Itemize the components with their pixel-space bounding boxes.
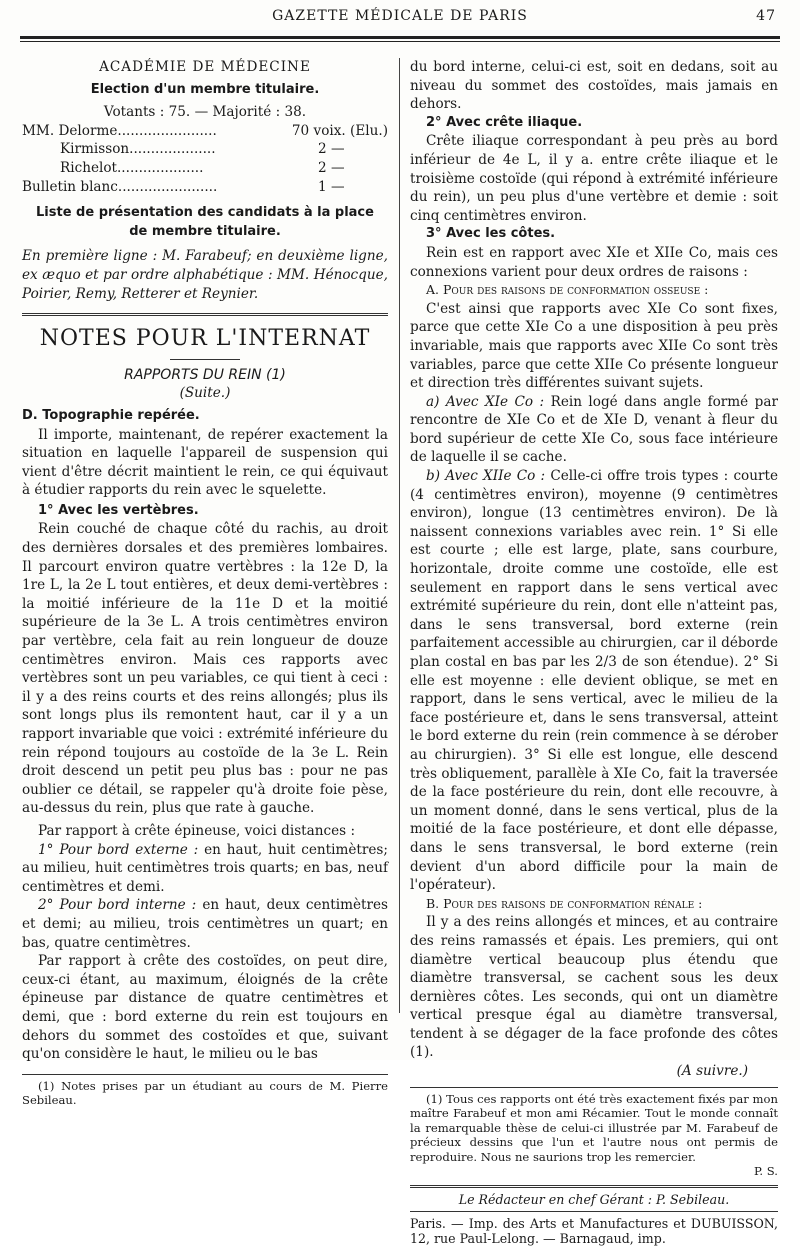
vote-count: 1 —: [318, 178, 345, 195]
imprint-rule-thin: [410, 1211, 778, 1212]
bord-interne-label: 2° Pour bord interne :: [38, 897, 197, 914]
election-heading: Election d'un membre titulaire.: [90, 81, 320, 97]
section-rule: [22, 313, 388, 316]
imprimeur-line: Paris. — Imp. des Arts et Manufactures et DUBUISSON, 12, rue Paul-Lelong. — Barnagaud, imp.: [410, 1215, 778, 1246]
right-column: [410, 58, 778, 1246]
cotes-paragraph: Rein est en rapport avec XIe et XIIe Co, mais ces connexions varient pour deux ordres de raisons :: [410, 244, 778, 280]
short-rule: [170, 359, 240, 360]
left-footnote: (1) Notes prises par un étudiant au cours de M. Pierre Sebileau.: [22, 1078, 388, 1108]
left-column: [22, 58, 388, 1108]
iliaque-heading: 2° Avec crête iliaque.: [426, 114, 583, 130]
liste-heading: Liste de présentation des candidats à la place de membre titulaire.: [36, 205, 374, 239]
continued-paragraph: du bord interne, celui-ci est, soit en dedans, soit au niveau du sommet des costoïdes, mais jamais en dehors.: [410, 59, 778, 113]
xiie-co-text: Celle-ci offre trois types : courte (4 centimètres environ), moyenne (9 centimètres environ), longue (13 centimètres environ). De là naissent connexions variables avec rein. 1° Si elle est courte ; elle est large, plate, sans courbure, horizontale, droite comme une costoïde, elle est seulement en rapport dans le sens vertical avec extrémité supérieure du rein, dont elle n'atteint pas, dans le sens transversal, bord externe (rein parfaitement accessible au chirurgien, car il déborde plan costal en bas par les 2/3 de son étendue). 2° Si elle est moyenne : elle devient oblique, se met en rapport, dans le sens vertical, avec le milieu de la face postérieure et, dans le sens transversal, atteint le bord externe du rein (rein commence à se dérober au chirurgien). 3° Si elle est longue, elle descend très obliquement, parallèle à XIe Co, fait la traversée de la face postérieure du rein, dont elle recouvre, à un moment donné, dans le sens vertical, plus de la moitié de la face postérieure, et dont elle dépasse, dans le sens transversal, le bord externe (rein devient d'un abord difficile pour la main de l'opérateur).: [410, 468, 778, 894]
footnote-rule: [410, 1087, 778, 1088]
raisons-renales-heading: B. Pour des raisons de conformation rénale :: [426, 895, 703, 911]
notes-heading: NOTES POUR L'INTERNAT: [39, 326, 371, 352]
page-number: 47: [756, 8, 776, 24]
footnote-signature: P. S.: [753, 1164, 778, 1179]
vertebres-paragraph: Rein couché de chaque côté du rachis, au droit des dernières dorsales et des premières lombaires. Il parcourt environ quatre vertèbres : la 12e D, la 1re L, la 2e L tout entières, et deux demi-vertèbres : la moitié inférieure de la 11e D et la moitié supérieure de la 3e L. A trois centimètres environ par vertèbre, cela fait au rein longueur de douze centimètres environ. Mais ces rapports avec vertèbres sont un peu variables, ce qui tient à ceci : il y a des reins courts et des reins allongés; plus ils sont longs plus ils remontent haut, car il y a un rapport invariable que voici : extrémité inférieure du rein répond toujours au costoïde de la 3e L. Rein droit descend un petit peu plus bas : pour ne pas oublier ce détail, se rappeler qu'à droite foie pèse, au-dessus du rein, plus que rate à gauche.: [22, 521, 388, 817]
vote-row: [22, 140, 388, 159]
raisons-osseuses-heading: A. Pour des raisons de conformation osseuse :: [426, 282, 709, 298]
bord-interne-text: en haut, deux centimètres et demi; au milieu, trois centimètres un quart; en bas, quatre centimètres.: [22, 897, 388, 951]
xiie-co-paragraph: [410, 467, 778, 895]
bord-externe-paragraph: [22, 841, 388, 897]
column-divider: [399, 58, 400, 1013]
renales-paragraph: Il y a des reins allongés et minces, et au contraire des reins ramassés et épais. Les premiers, qui ont diamètre vertical beaucoup plus étendu que diamètre transversal, se cachent sous les deux dernières côtes. Les seconds, qui ont un diamètre vertical presque égal au diamètre transversal, tendent à se dégager de la face profonde des côtes (1).: [410, 914, 778, 1061]
vertebres-heading: 1° Avec les vertèbres.: [38, 502, 199, 518]
costoides-paragraph: Par rapport à crête des costoïdes, on peut dire, ceux-ci étant, au maximum, éloignés de la crête épineuse par distance de quatre centimètres et demi, que : bord externe du rein est toujours en dehors du sommet des costoïdes et que, suivant qu'on considère le haut, le milieu ou le bas: [22, 953, 388, 1063]
cotes-heading: 3° Avec les côtes.: [426, 226, 556, 242]
right-footnote: (1) Tous ces rapports ont été très exactement fixés par mon maître Farabeuf et mon ami Récamier. Tout le monde connaît la remarquable thèse de celui-ci illustrée par M. Farabeuf de précieux dessins que l'un et l'autre nous ont permis de reproduire. Nous ne saurions trop les remercier.: [410, 1091, 778, 1164]
vote-name: Kirmisson....................: [60, 141, 216, 158]
vote-name: Bulletin blanc.......................: [22, 178, 218, 195]
votants-line: Votants : 75. — Majorité : 38.: [103, 104, 307, 121]
bord-externe-text: en haut, huit centimètres; au milieu, huit centimètres trois quarts; en bas, neuf centimètres et demi.: [22, 841, 388, 895]
vote-row: [22, 178, 388, 197]
bord-externe-label: 1° Pour bord externe :: [38, 841, 199, 858]
topo-heading: D. Topographie repérée.: [22, 407, 200, 423]
vote-count: 2 —: [318, 141, 345, 158]
xie-co-paragraph: [410, 393, 778, 467]
vote-count: 70 voix. (Elu.): [291, 122, 388, 139]
suite-label: (Suite.): [179, 385, 231, 402]
vote-name: MM. Delorme.......................: [22, 122, 217, 139]
xie-co-label: a) Avec XIe Co :: [426, 393, 545, 410]
academie-heading: ACADÉMIE DE MÉDECINE: [99, 59, 311, 75]
iliaque-paragraph: Crête iliaque correspondant à peu près au bord inférieur de 4e L, il y a. entre crête iliaque et le troisième costoïde (qui répond à extrémité inférieure du rein), un peu plus d'une vertèbre et demie : soit cinq centimètres environ.: [410, 133, 778, 224]
rapports-heading: RAPPORTS DU REIN (1): [124, 366, 286, 383]
imprint-rule: [410, 1185, 778, 1188]
vote-count: 2 —: [318, 159, 345, 176]
footnote-rule: [22, 1074, 388, 1075]
bord-interne-paragraph: [22, 896, 388, 952]
vote-row: [22, 159, 388, 178]
osseuses-paragraph: C'est ainsi que rapports avec XIe Co sont fixes, parce que cette XIe Co a une disposition à peu près invariable, mais que rapports avec XIIe Co sont très variables, parce que cette XIIe Co présente longueur et direction très différentes suivant sujets.: [410, 300, 778, 392]
running-header: [20, 4, 780, 28]
a-suivre-label: (A suivre.): [676, 1063, 748, 1080]
topo-paragraph: Il importe, maintenant, de repérer exactement la situation en laquelle l'appareil de suspension qui vient d'être décrit maintient le rein, ce qui équivaut à étudier rapports du rein avec le squelette.: [22, 426, 388, 499]
header-rule-thin: [20, 41, 780, 42]
liste-text: En première ligne : M. Farabeuf; en deuxième ligne, ex æquo et par ordre alphabétique : MM. Hénocque, Poirier, Remy, Retterer et Reynier.: [22, 248, 388, 302]
xie-co-text: Rein logé dans angle formé par rencontre de XIe Co et de XIe D, venant à fleur du bord supérieur de cette XIe Co, sous face intérieure de laquelle il se cache.: [410, 393, 778, 466]
epineuse-paragraph: Par rapport à crête épineuse, voici distances :: [38, 822, 356, 839]
journal-title: GAZETTE MÉDICALE DE PARIS: [272, 8, 528, 24]
vote-row: [22, 122, 388, 141]
header-rule: [20, 36, 780, 39]
vote-name: Richelot....................: [60, 159, 204, 176]
xiie-co-label: b) Avec XIIe Co :: [426, 468, 546, 485]
redacteur-line: Le Rédacteur en chef Gérant : P. Sebileau.: [458, 1191, 730, 1207]
